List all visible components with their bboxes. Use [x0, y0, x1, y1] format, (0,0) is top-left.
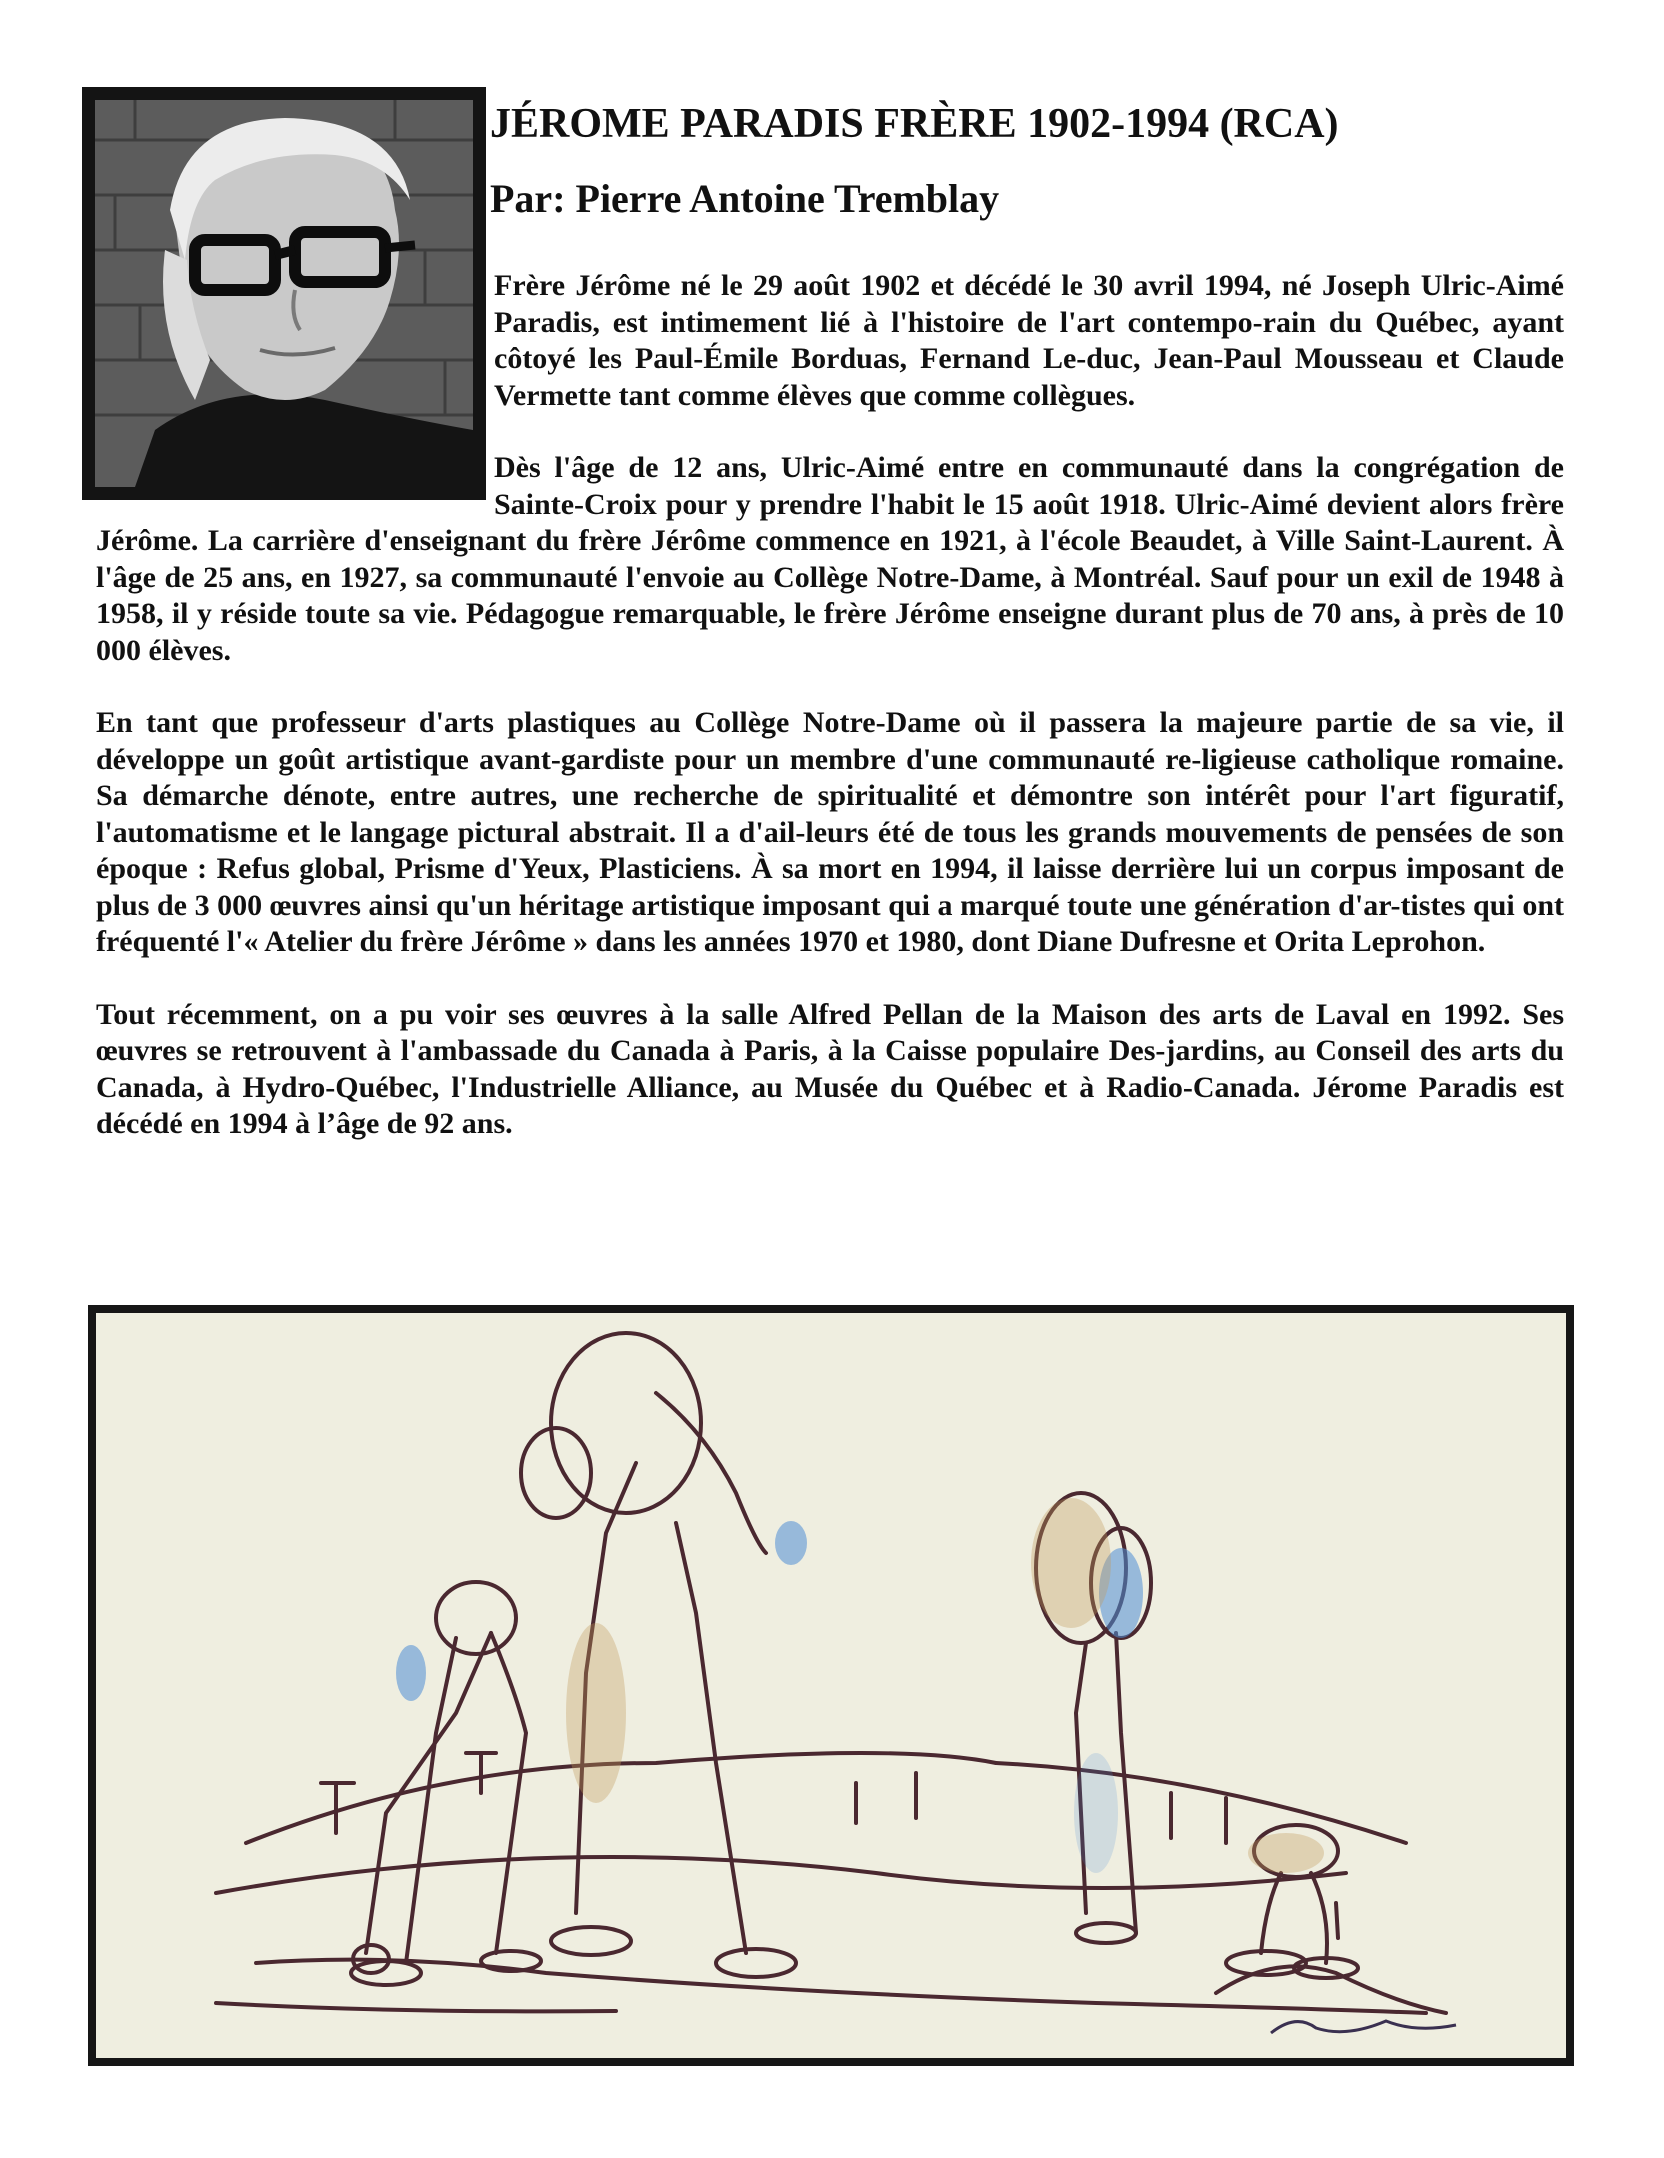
article-body — [96, 268, 1564, 1179]
paragraph-3: En tant que professeur d'arts plastiques au Collège Notre-Dame où il passera la majeure partie de sa vie, il développe un goût artistique avant-gardiste pour un membre d'une communauté re-ligieuse catholique romaine. Sa démarche dénote, entre autres, une recherche de spiritualité et démontre son intérêt pour l'art figuratif, l'automatisme et le langage pictural abstrait. Il a d'ail-leurs été de tous les grands mouvements de pensées de son époque : Refus global, Prisme d'Yeux, Plasticiens. À sa mort en 1994, il laisse derrière lui un corpus imposant de plus de 3 000 œuvres ainsi qu'un héritage artistique imposant qui a marqué toute une génération d'ar-tistes qui ont fréquenté l'« Atelier du frère Jérôme » dans les années 1970 et 1980, dont Diane Dufresne et Orita Leprohon. — [96, 706, 1564, 958]
paragraph-2: Dès l'âge de 12 ans, Ulric-Aimé entre en communauté dans la congrégation de Sainte-Croix pour y prendre l'habit le 15 août 1918. Ulric-Aimé devient alors frère Jérôme. La carrière d'enseignant du frère Jérôme commence en 1921, à l'école Beaudet, à Ville Saint-Laurent. À l'âge de 25 ans, en 1927, sa communauté l'envoie au Collège Notre-Dame, à Montréal. Sauf pour un exil de 1948 à 1958, il y réside toute sa vie. Pédagogue remarquable, le frère Jérôme enseigne durant plus de 70 ans, à près de 10 000 élèves. — [96, 451, 1564, 667]
artwork-drawing — [88, 1305, 1574, 2066]
article-title: JÉROME PARADIS FRÈRE 1902-1994 (RCA) — [490, 101, 1339, 147]
paragraph-1: Frère Jérôme né le 29 août 1902 et décédé le 30 avril 1994, né Joseph Ulric-Aimé Paradis, est intimement lié à l'histoire de l'art contempo-rain du Québec, ayant côtoyé les Paul-Émile Borduas, Fernand Le-duc, Jean-Paul Mousseau et Claude Vermette tant comme élèves que comme collègues. — [494, 269, 1564, 412]
portrait-text-wrap — [90, 268, 494, 493]
article-byline: Par: Pierre Antoine Tremblay — [490, 176, 1000, 221]
paragraph-4: Tout récemment, on a pu voir ses œuvres à la salle Alfred Pellan de la Maison des arts de Laval en 1992. Ses œuvres se retrouvent à l'ambassade du Canada à Paris, à la Caisse populaire Des-jardins, au Conseil des arts du Canada, à Hydro-Québec, l'Industrielle Alliance, au Musée du Québec et à Radio-Canada. Jérome Paradis est décédé en 1994 à l’âge de 92 ans. — [96, 997, 1564, 1140]
